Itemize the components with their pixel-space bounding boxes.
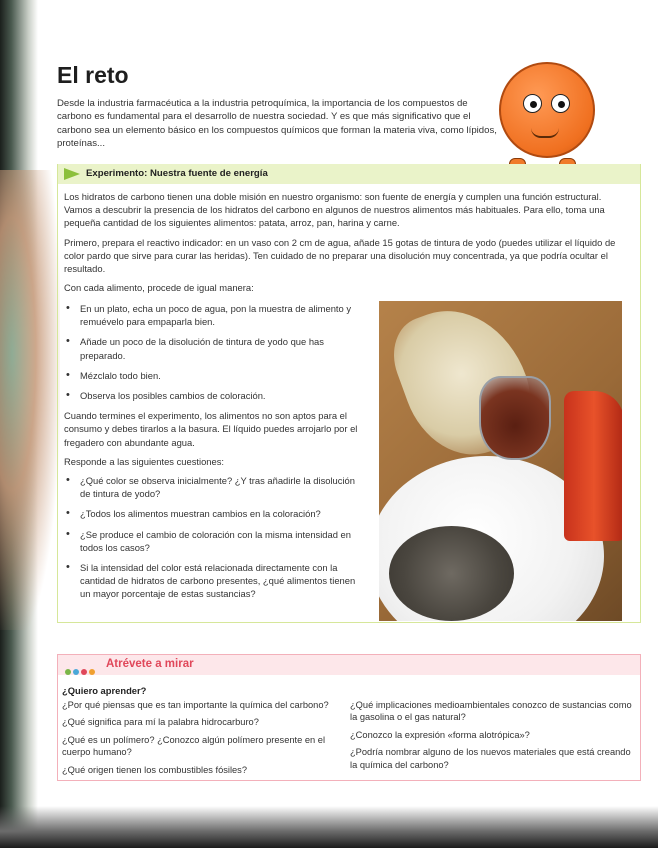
list-item: • Si la intensidad del color está relacionada directamente con la cantidad de hidratos de carbono presentes, ¿qué alimentos tienen un mayor porcentaje de estas sustancias? xyxy=(64,561,364,601)
experiment-intro xyxy=(64,190,626,300)
dare-subtitle: ¿Quiero aprender? xyxy=(62,685,147,696)
mascot-mouth xyxy=(531,128,559,138)
experiment-paragraph: Responde a las siguientes cuestiones: xyxy=(64,455,224,467)
experiment-paragraph: Primero, prepara el reactivo indicador: en un vaso con 2 cm de agua, añade 15 gotas de tintura de yodo (puedes utilizar el líquido de color pardo que sirve para curar las heridas). Ten cuidado de no preparar una disolución muy concentrada, ya que podría ocultar el resultado. xyxy=(64,236,616,275)
question-item: ¿Qué origen tienen los combustibles fósiles? xyxy=(62,764,248,775)
list-item: • Mézclalo todo bien. xyxy=(64,369,364,382)
experiment-box xyxy=(57,164,641,623)
list-item: • Observa los posibles cambios de coloración. xyxy=(64,389,364,402)
dot xyxy=(73,669,79,675)
question-item: ¿Podría nombrar alguno de los nuevos materiales que está creando la química del carbono? xyxy=(350,747,631,770)
mascot-eye-icon xyxy=(523,94,542,113)
mascot-eye-icon xyxy=(551,94,570,113)
mascot-illustration xyxy=(499,62,594,177)
dot xyxy=(81,669,87,675)
list-item: • En un plato, echa un poco de agua, pon la muestra de alimento y remuévelo para empaparla bien. xyxy=(64,302,364,328)
mascot-face xyxy=(499,62,595,158)
triangle-arrow-icon xyxy=(64,168,80,180)
list-item: • Añade un poco de la disolución de tintura de yodo que has preparado. xyxy=(64,335,364,361)
textbook-page xyxy=(40,0,640,808)
question-item: ¿Por qué piensas que es tan importante la química del carbono? xyxy=(62,700,329,710)
question-item: ¿Qué implicaciones medioambientales conozco de sustancias como la gasolina o el gas natural? xyxy=(350,700,632,723)
dare-box xyxy=(57,654,641,781)
food-samples-photo xyxy=(379,301,622,621)
experiment-paragraph: Cuando termines el experimento, los alimentos no son aptos para el consumo y debes tirarlos a la basura. El líquido puedes arrojarlo por el fregadero con abundante agua. xyxy=(64,410,358,448)
experiment-paragraph: Con cada alimento, procede de igual manera: xyxy=(64,282,254,294)
dare-header xyxy=(58,655,640,675)
intro-paragraph: Desde la industria farmacéutica a la industria petroquímica, la importancia de los compuestos de carbono es fundamental para el desarrollo de nuestra sociedad. Y es que más significativo que el carbono sea un elemento básico en los compuestos químicos que forman la materia viva, como lípidos, proteínas... xyxy=(57,98,497,150)
dare-questions-left xyxy=(62,699,342,781)
iodine-glass xyxy=(479,376,551,460)
red-bottle xyxy=(564,391,622,541)
question-item: ¿Conozco la expresión «forma alotrópica»? xyxy=(350,729,530,740)
dot xyxy=(65,669,71,675)
lentils-sample xyxy=(389,526,514,621)
list-item: • ¿Qué color se observa inicialmente? ¿Y tras añadirle la disolución de tintura de yodo? xyxy=(64,474,364,500)
dot xyxy=(89,669,95,675)
experiment-paragraph: Los hidratos de carbono tienen una doble misión en nuestro organismo: son fuente de energía y cumplen una función estructural. Vamos a descubrir la presencia de los hidratos del carbono en algunos de nuestros alimentos más habituales. Para ello, toma una pequeña cantidad de los siguientes alimentos: patata, arroz, pan, harina y carne. xyxy=(64,191,605,229)
steps-list xyxy=(64,302,364,402)
color-dots-icon xyxy=(65,662,97,680)
page-title: El reto xyxy=(57,62,129,88)
dare-title: Atrévete a mirar xyxy=(106,658,194,670)
question-item: ¿Qué es un polímero? ¿Conozco algún polímero presente en el cuerpo humano? xyxy=(62,734,326,758)
question-item: ¿Qué significa para mí la palabra hidrocarburo? xyxy=(62,717,259,728)
experiment-procedure xyxy=(64,302,364,608)
scan-bottom-shadow xyxy=(0,806,658,848)
experiment-header xyxy=(58,164,640,184)
dare-questions-right xyxy=(350,699,632,776)
experiment-title: Experimento: Nuestra fuente de energía xyxy=(86,168,268,179)
list-item: • ¿Todos los alimentos muestran cambios en la coloración? xyxy=(64,507,364,520)
list-item: • ¿Se produce el cambio de coloración con la misma intensidad en todos los casos? xyxy=(64,528,364,554)
questions-list xyxy=(64,474,364,601)
